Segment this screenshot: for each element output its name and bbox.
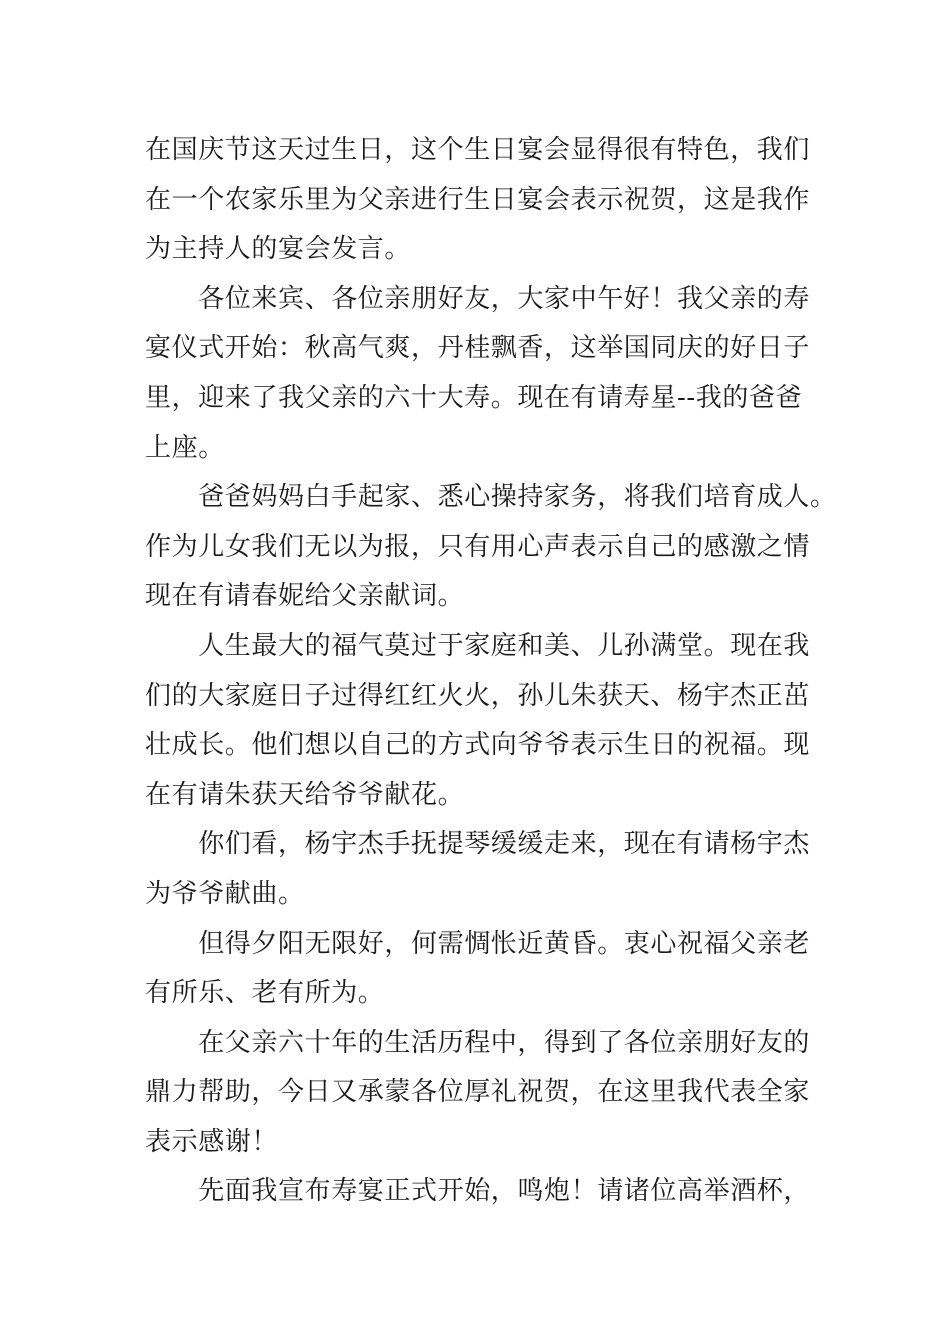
text-line: 人生最大的福气莫过于家庭和美、儿孙满堂。现在我	[145, 630, 811, 661]
text-line: 鼎力帮助，今日又承蒙各位厚礼祝贺，在这里我代表全家	[145, 1077, 811, 1108]
text-line: 但得夕阳无限好，何需惆怅近黄昏。衷心祝福父亲老	[145, 928, 811, 959]
text-line: 为爷爷献曲。	[145, 878, 305, 909]
text-line: 爸爸妈妈白手起家、悉心操持家务，将我们培育成人。	[145, 482, 837, 513]
text-line: 各位来宾、各位亲朋好友，大家中午好！我父亲的寿	[145, 283, 811, 314]
text-line: 宴仪式开始：秋高气爽，丹桂飘香，这举国同庆的好日子	[145, 333, 811, 364]
text-line: 先面我宣布寿宴正式开始，鸣炮！请诸位高举酒杯，	[145, 1176, 811, 1207]
text-line: 们的大家庭日子过得红红火火，孙儿朱获天、杨宇杰正茁	[145, 680, 811, 711]
text-line: 为主持人的宴会发言。	[145, 234, 412, 265]
text-line: 在一个农家乐里为父亲进行生日宴会表示祝贺，这是我作	[145, 184, 811, 215]
text-line: 上座。	[145, 432, 225, 463]
text-line: 你们看，杨宇杰手抚提琴缓缓走来，现在有请杨宇杰	[145, 829, 811, 860]
text-line: 在父亲六十年的生活历程中，得到了各位亲朋好友的	[145, 1027, 811, 1058]
text-line: 现在有请春妮给父亲献词。	[145, 581, 465, 612]
text-line: 作为儿女我们无以为报，只有用心声表示自己的感激之情	[145, 531, 811, 562]
document-body	[145, 126, 835, 1217]
text-line: 在国庆节这天过生日，这个生日宴会显得很有特色，我们	[145, 135, 811, 165]
text-line: 壮成长。他们想以自己的方式向爷爷表示生日的祝福。现	[145, 730, 811, 761]
text-line: 表示感谢！	[145, 1126, 279, 1157]
text-line: 在有请朱获天给爷爷献花。	[145, 779, 465, 810]
text-line: 有所乐、老有所为。	[145, 978, 385, 1009]
text-line: 里，迎来了我父亲的六十大寿。现在有请寿星--我的爸爸	[145, 382, 803, 413]
